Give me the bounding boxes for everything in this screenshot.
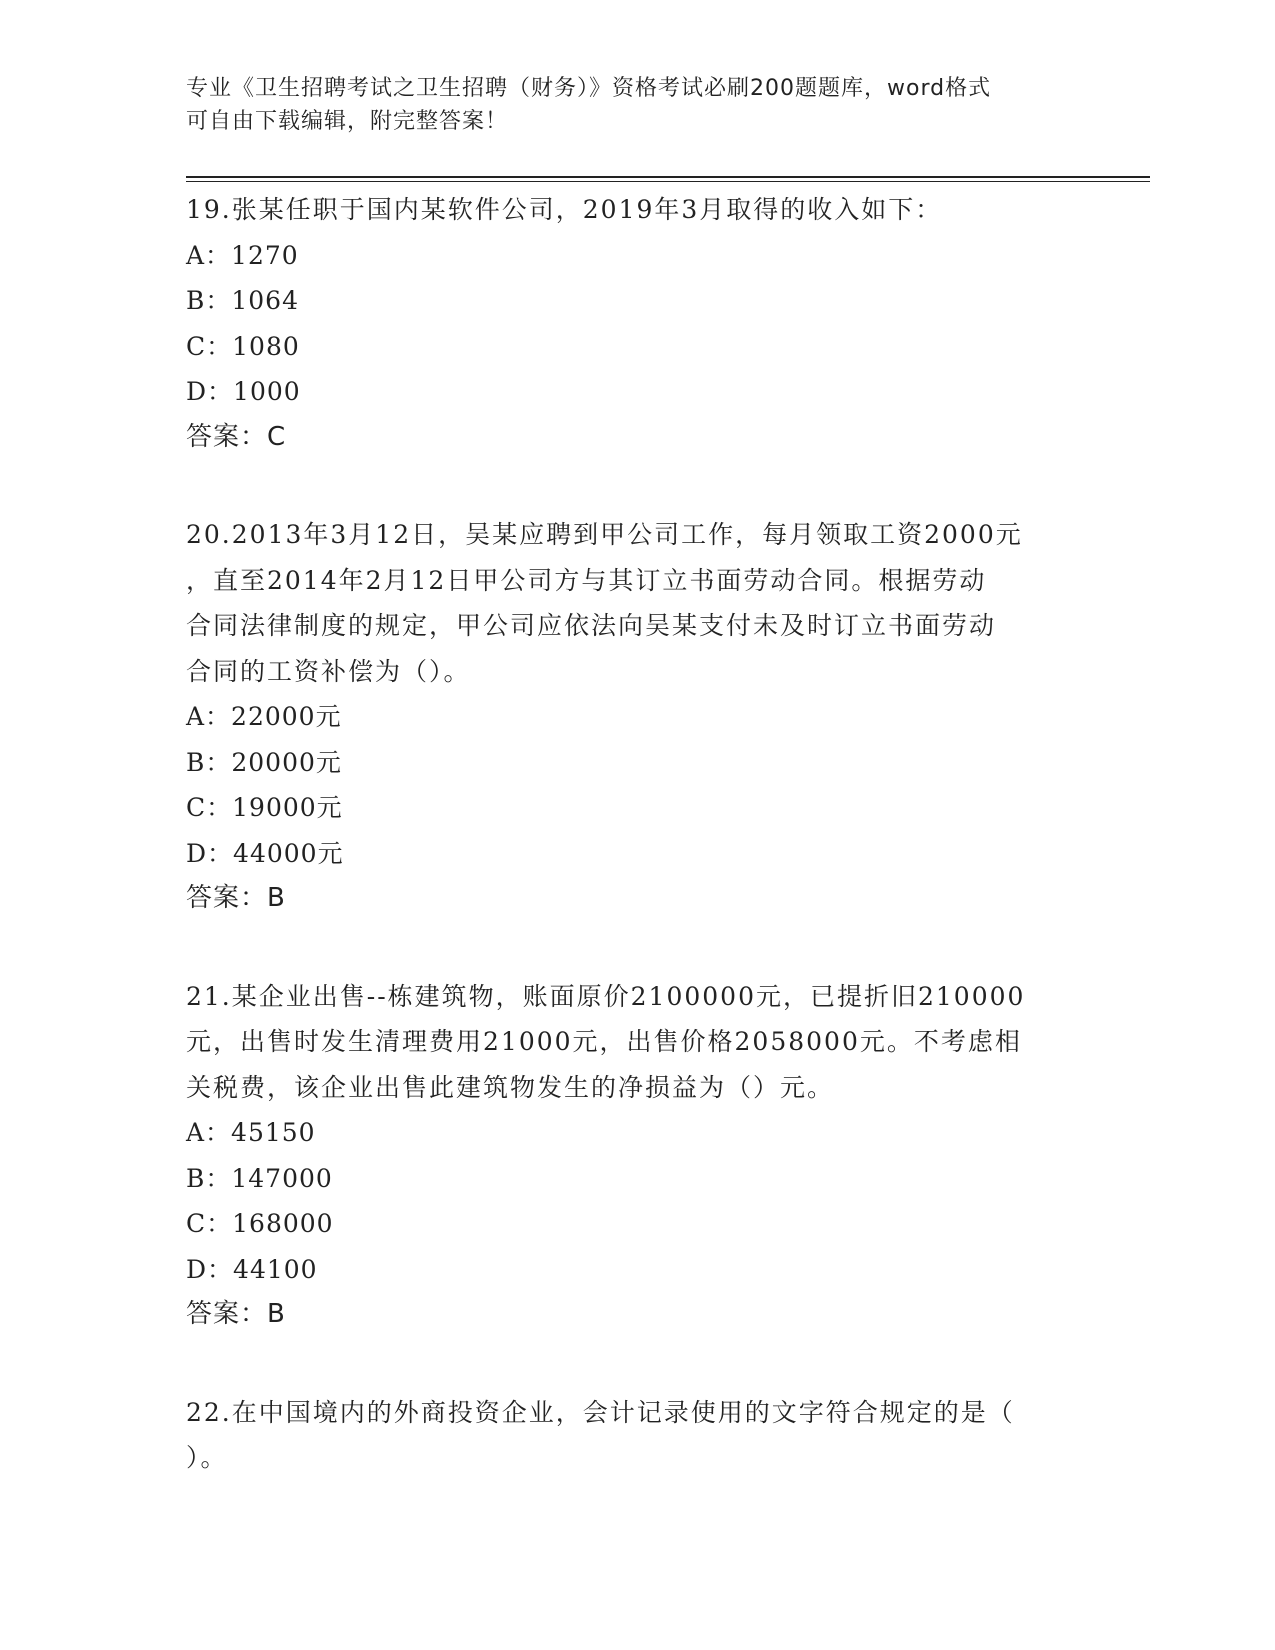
answer-label: 答案：B [186, 883, 286, 913]
stem-line: 21.某企业出售--栋建筑物，账面原价2100000元，已提折旧210000 [186, 981, 1026, 1011]
option-d: D：44100 [186, 1254, 318, 1284]
option-a: A：22000元 [186, 702, 342, 731]
option-a: A：1270 [186, 240, 299, 270]
stem-line: 22.在中国境内的外商投资企业，会计记录使用的文字符合规定的是（ [186, 1397, 1015, 1427]
option-d: D：1000 [186, 377, 301, 406]
stem-line: 元，出售时发生清理费用21000元，出售价格2058000元。不考虑相 [186, 1027, 1022, 1056]
question-22 [186, 1390, 1086, 1481]
header-divider [186, 176, 1150, 178]
answer-label: 答案：C [186, 421, 287, 452]
option-c: C：19000元 [186, 793, 343, 822]
option-b: B：20000元 [186, 747, 342, 777]
question-stem [186, 512, 1086, 694]
option-c: C：168000 [186, 1209, 334, 1238]
document-header [186, 72, 1066, 138]
option-b: B：147000 [186, 1163, 333, 1193]
answer-label: 答案：B [186, 1299, 286, 1329]
header-line-1: 专业《卫生招聘考试之卫生招聘（财务）》资格考试必刷200题题库，word格式 [186, 76, 992, 101]
stem-line: ，直至2014年2月12日甲公司方与其订立书面劳动合同。根据劳动 [186, 565, 987, 595]
option-d: D：44000元 [186, 838, 344, 868]
question-stem [186, 974, 1086, 1111]
stem-line: 合同的工资补偿为（）。 [186, 656, 471, 686]
option-c: C：1080 [186, 331, 300, 361]
stem-line: 关税费，该企业出售此建筑物发生的净损益为（）元。 [186, 1072, 835, 1102]
question-stem [186, 187, 1086, 233]
option-a: A：45150 [186, 1118, 316, 1147]
stem-line: ）。 [186, 1443, 228, 1472]
question-list [186, 187, 1086, 1533]
question-stem [186, 1390, 1086, 1481]
option-b: B：1064 [186, 286, 299, 315]
header-divider-thin [186, 181, 1150, 182]
header-line-2: 可自由下载编辑，附完整答案！ [186, 109, 509, 134]
question-20 [186, 512, 1086, 922]
stem-line: 20.2013年3月12日，吴某应聘到甲公司工作，每月领取工资2000元 [186, 520, 1023, 549]
question-19 [186, 187, 1086, 460]
stem-line: 合同法律制度的规定，甲公司应依法向吴某支付未及时订立书面劳动 [186, 611, 997, 640]
question-21 [186, 974, 1086, 1338]
stem-line: 19.张某任职于国内某软件公司，2019年3月取得的收入如下： [186, 195, 943, 224]
